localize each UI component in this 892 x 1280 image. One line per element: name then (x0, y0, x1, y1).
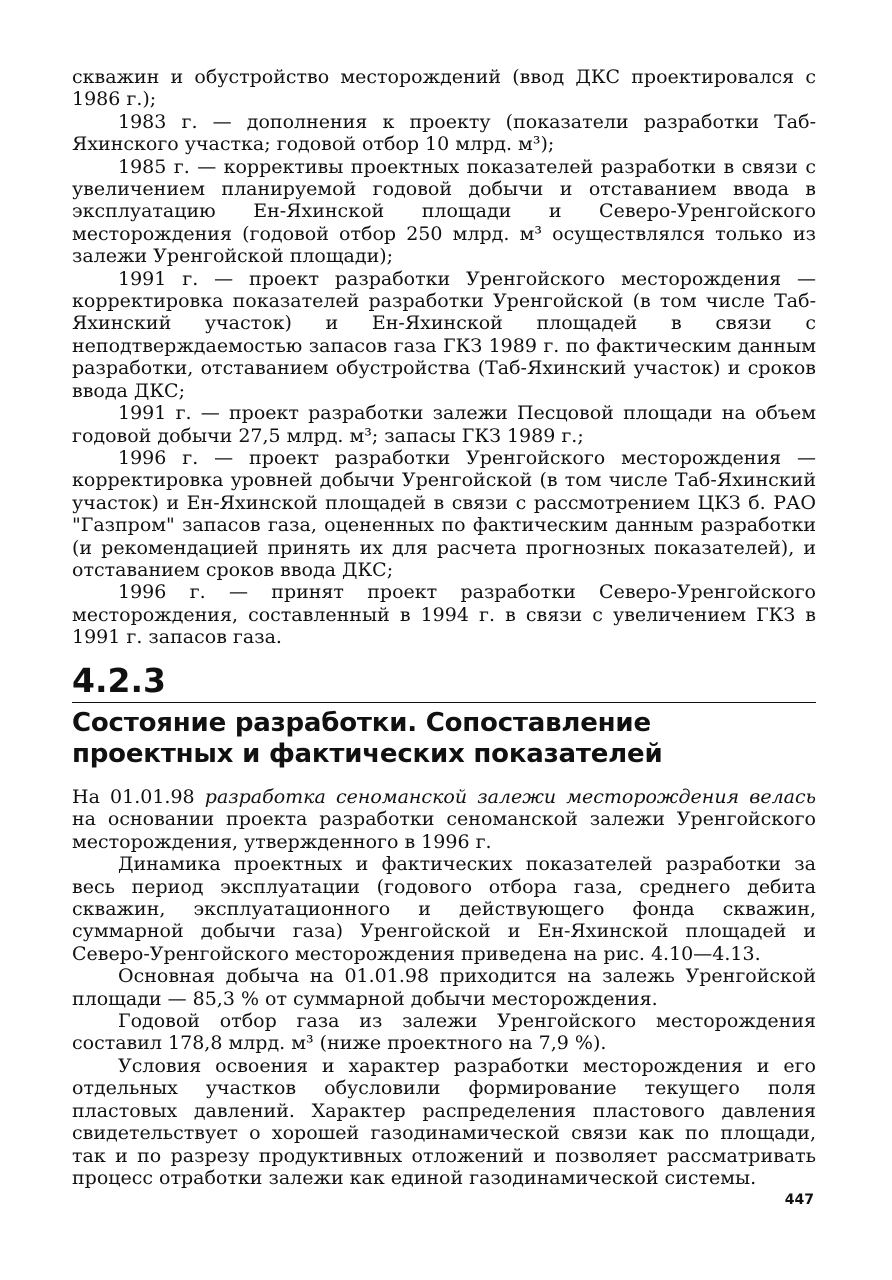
page-number: 447 (784, 1192, 814, 1208)
section-title: Состояние разработки. Сопоставление проектных и фактических показателей (72, 708, 663, 769)
paragraph-1996-north-urengoy: 1996 г. — принят проект разработки Северо-Уренгойского месторождения, составленный в 1994 г. в связи с увеличением ГКЗ в 1991 г. запасов газа. (72, 581, 816, 649)
paragraph-1985: 1985 г. — коррективы проектных показателей разработки в связи с увеличением планируемой годовой добычи и отставанием ввода в эксплуатацию Ен-Яхинской площади и Северо-Уренгойского месторождения (годовой отбор 250 млрд. м³ осуществлялся только из залежи Уренгойской площади); (72, 155, 816, 268)
status-suffix: на основании проекта разработки сеноманской залежи Уренгойского месторождения, утвержденного в 1996 г. (72, 808, 816, 853)
paragraph-1991-pestsovaya: 1991 г. — проект разработки залежи Песцовой площади на объем годовой добычи 27,5 млрд. м³; запасы ГКЗ 1989 г.; (72, 402, 816, 447)
paragraph-1983: 1983 г. — дополнения к проекту (показатели разработки Таб-Яхинского участка; годовой отбор 10 млрд. м³); (72, 110, 816, 156)
paragraph-1991-urengoy: 1991 г. — проект разработки Уренгойского месторождения — корректировка показателей разработки Уренгойской (в том числе Таб-Яхинский участок) и Ен-Яхинской площадей в связи с неподтверждаемостью запасов газа ГКЗ 1989 г. по фактическим данным разработки, отставанием обустройства (Таб-Яхинский участок) и сроков ввода ДКС; (72, 267, 816, 402)
status-prefix: На 01.01.98 (72, 786, 205, 808)
paragraph-pressure-field: Условия освоения и характер разработки месторождения и его отдельных участков обусловили формирование текущего поля пластовых давлений. Характер распределения пластового давления свидетельствует о хорошей газодинамической связи как по площади, так и по разрезу продуктивных отложений и позволяет рассматривать процесс отработки залежи как единой газодинамической системы. (72, 1054, 816, 1189)
paragraph-continuation: скважин и обустройство месторождений (ввод ДКС проектировался с 1986 г.); (72, 66, 816, 111)
paragraph-1996-urengoy: 1996 г. — проект разработки Уренгойского месторождения — корректировка уровней добычи Уренгойской (в том числе Таб-Яхинский участок) и Ен-Яхинской площадей в связи с рассмотрением ЦКЗ б. РАО "Газпром" запасов газа, оцененных по фактическим данным разработки (и рекомендацией принять их для расчета прогнозных показателей), и отставанием сроков ввода ДКС; (72, 446, 816, 581)
paragraph-dynamics: Динамика проектных и фактических показателей разработки за весь период эксплуатации (годового отбора газа, среднего дебита скважин, эксплуатационного и действующего фонда скважин, суммарной добычи газа) Уренгойской и Ен-Яхинской площадей и Северо-Уренгойского месторождения приведена на рис. 4.10—4.13. (72, 853, 816, 965)
section-body (72, 786, 816, 1189)
paragraph-main-production: Основная добыча на 01.01.98 приходится на залежь Уренгойской площади — 85,3 % от суммарной добычи месторождения. (72, 965, 816, 1010)
paragraph-status (72, 786, 816, 853)
section-divider (72, 702, 816, 703)
status-italic: разработка сеноманской залежи месторождения велась (204, 786, 816, 808)
history-list (72, 66, 816, 649)
paragraph-annual-extraction: Годовой отбор газа из залежи Уренгойского месторождения составил 178,8 млрд. м³ (ниже проектного на 7,9 %). (72, 1010, 816, 1055)
section-number: 4.2.3 (72, 661, 166, 700)
